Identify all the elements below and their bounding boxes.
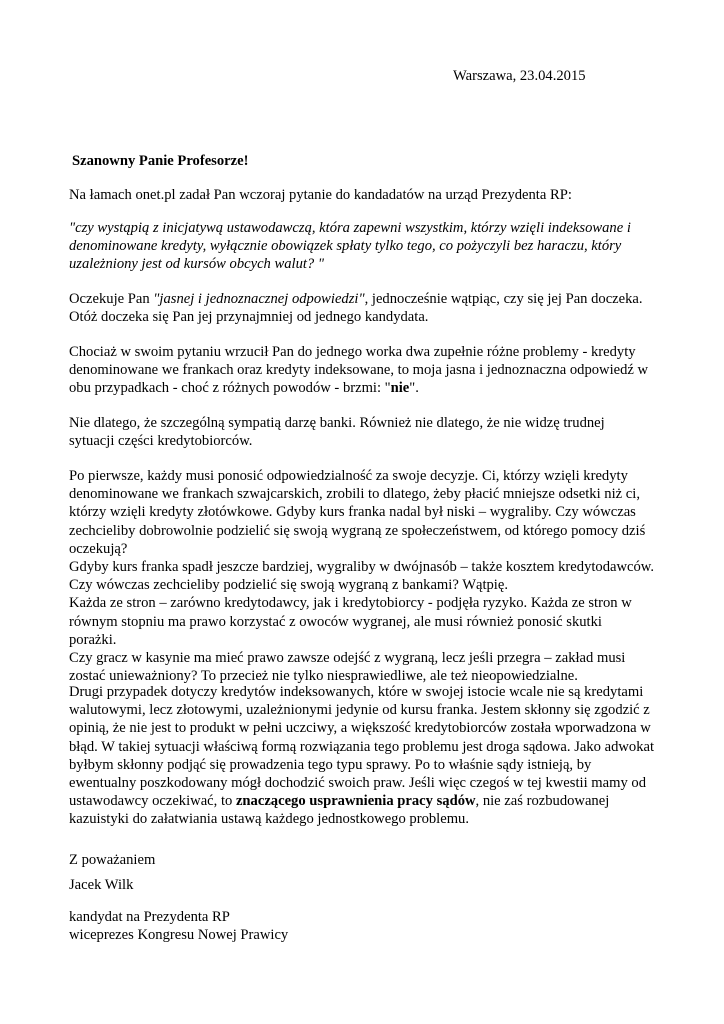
second-point-line: błąd. W takiej sytuacji właściwą formą rozwiązania tego problemu jest droga sądowa. Jako adwokat <box>69 738 655 755</box>
second-point-line: byłbym skłonny podjąć się prowadzenia tego typu sprawy. Po to właśnie sądy istnieją, by <box>69 756 592 773</box>
second-point-line: kazuistyki do załatwiania ustawą każdego jednostkowego problemu. <box>69 811 469 828</box>
intro-line: Na łamach onet.pl zadał Pan wczoraj pytanie do kandadatów na urząd Prezydenta RP: <box>69 187 572 203</box>
first-point-line: oczekują? <box>69 540 128 557</box>
signature-paragraph <box>69 876 659 894</box>
signer-title: wiceprezes Kongresu Nowej Prawicy <box>69 927 289 944</box>
quote-line: uzależniony jest od kursów obcych walut? " <box>69 256 325 273</box>
signer-title: kandydat na Prezydenta RP <box>69 909 230 925</box>
second-point-line: walutowymi, lecz złotowymi, uzależnionymi jedynie od kursu franka. Jestem skłonny się zgodzić z <box>69 702 650 719</box>
letter-greeting: Szanowny Panie Profesorze! <box>72 153 249 169</box>
reason-paragraph <box>69 414 659 450</box>
quote-paragraph <box>69 219 659 274</box>
expectation-line <box>69 290 659 308</box>
quote-line: "czy wystąpią z inicjatywą ustawodawczą, która zapewni wszystkim, którzy wzięli indeksowane i <box>69 220 631 236</box>
text-span: , nie zaś rozbudowanej <box>475 793 610 810</box>
answer-line <box>69 379 659 397</box>
first-point-line: porażki. <box>69 631 117 648</box>
answer-line: denominowane we frankach oraz kredyty indeksowane, to moja jasna i jednoznaczna odpowiedź w <box>69 362 649 379</box>
second-point-line <box>69 792 659 810</box>
second-point-line: ewentualny poszkodowany mógł dochodzić swoich praw. Jeśli więc czegoś w tej kwestii mamy od <box>69 775 646 792</box>
signature-name: Jacek Wilk <box>69 877 134 893</box>
text-span: obu przypadkach - choć z różnych powodów - brzmi: " <box>69 380 391 397</box>
text-span: ustawodawcy oczekiwać, to <box>69 793 236 810</box>
reason-line: sytuacji części kredytobiorców. <box>69 433 253 450</box>
intro-paragraph <box>69 186 659 204</box>
closing-paragraph <box>69 851 659 869</box>
letter-date: Warszawa, 23.04.2015 <box>453 68 586 84</box>
expectation-paragraph <box>69 290 659 326</box>
first-point-line: Czy gracz w kasynie ma mieć prawo zawsze odejść z wygraną, lecz jeśli przegra – zakład musi <box>69 650 626 667</box>
text-span: , jednocześnie wątpiąc, czy się jej Pan doczeka. <box>364 291 643 307</box>
first-point-paragraph <box>69 467 659 685</box>
first-point-line: denominowane we frankach szwajcarskich, zrobili to dlatego, żeby płacić mniejsze odsetki niż ci, <box>69 486 640 503</box>
closing-line: Z poważaniem <box>69 852 156 868</box>
reason-line: Nie dlatego, że szczególną sympatią darzę banki. Również nie dlatego, że nie widzę trudnej <box>69 415 605 431</box>
emphasis-phrase: znaczącego usprawnienia pracy sądów <box>235 793 476 810</box>
first-point-line: zechcieliby dobrowolnie podzielić się swoją wygraną ze społeczeństwem, od którego pomocy dziś <box>69 522 646 539</box>
first-point-line: Każda ze stron – zarówno kredytodawcy, jak i kredytobiorcy - podjęła ryzyko. Każda ze stron w <box>69 595 632 612</box>
quoted-phrase: "jasnej i jednoznacznej odpowiedzi" <box>153 291 365 307</box>
second-point-paragraph <box>69 683 659 829</box>
quote-line: denominowane kredyty, wyłącznie obowiązek spłaty tylko tego, co pożyczyli bez haraczu, który <box>69 238 622 255</box>
answer-line: Chociaż w swoim pytaniu wrzucił Pan do jednego worka dwa zupełnie różne problemy - kredyty <box>69 344 636 360</box>
first-point-line: Gdyby kurs franka spadł jeszcze bardziej, wygraliby w dwójnasób – także kosztem kredytodawców. <box>69 559 655 576</box>
first-point-line: zostać unieważniony? To przecież nie tylko niesprawiedliwe, ale też nieopowiedzialne. <box>69 668 578 685</box>
expectation-line: Otóż doczeka się Pan jej przynajmniej od jednego kandydata. <box>69 309 429 326</box>
text-span: ". <box>409 380 419 397</box>
second-point-line: Drugi przypadek dotyczy kredytów indeksowanych, które w swojej istocie wcale nie są kredytami <box>69 684 644 700</box>
first-point-line: którzy wzięli kredyty złotówkowe. Gdyby kurs franka nadal był niski – wygraliby. Czy wówczas <box>69 504 636 521</box>
answer-word: nie <box>390 380 410 397</box>
first-point-line: Czy wówczas zechcieliby podzielić się swoją wygraną z bankami? Wątpię. <box>69 577 508 594</box>
text-span: Oczekuje Pan <box>69 291 154 307</box>
first-point-line: Po pierwsze, każdy musi ponosić odpowiedzialność za swoje decyzje. Ci, którzy wzięli kredyty <box>69 468 628 484</box>
answer-paragraph <box>69 343 659 398</box>
signer-titles <box>69 908 659 944</box>
second-point-line: opinią, że nie jest to produkt w pełni uczciwy, a większość kredytobiorców została wporwadzona w <box>69 720 651 737</box>
first-point-line: równym stopniu ma prawo korzystać z owoców wygranej, ale musi również ponosić skutki <box>69 613 602 630</box>
